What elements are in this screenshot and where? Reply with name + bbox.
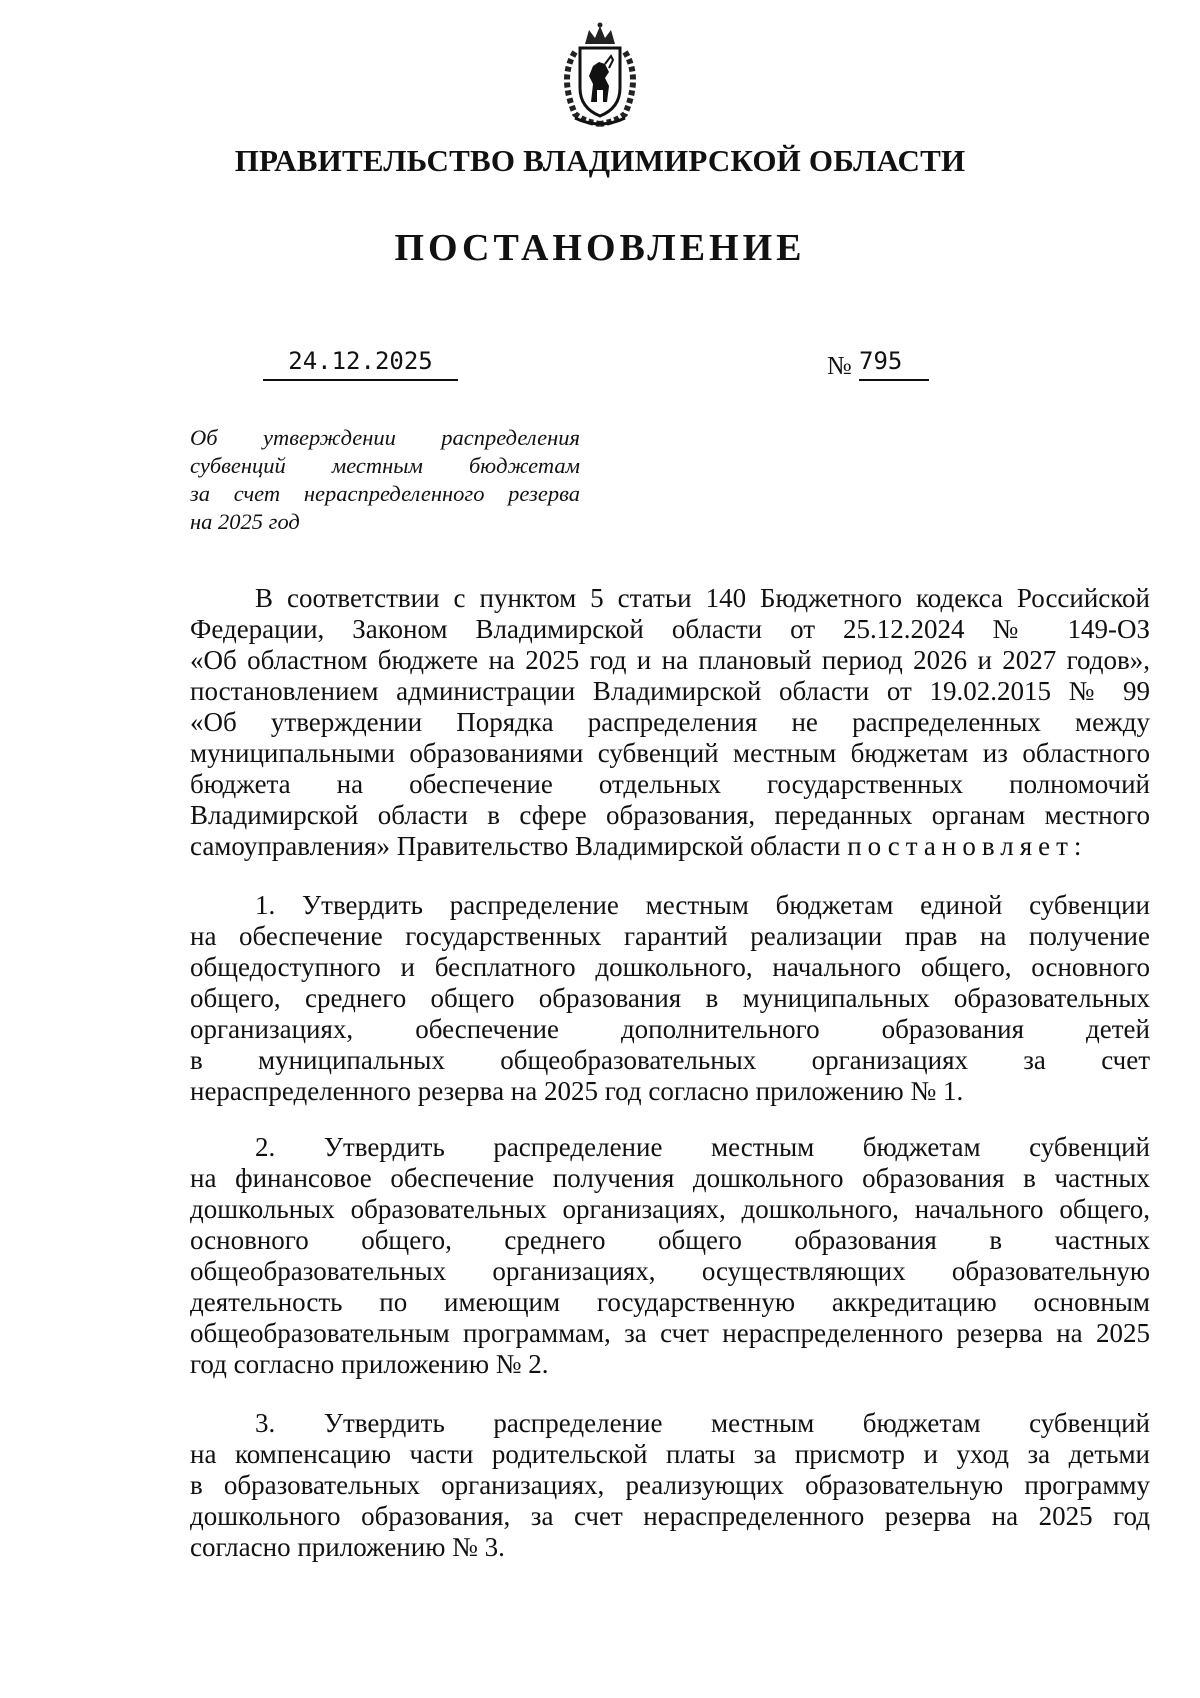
paragraph-line: деятельность по имеющим государственную аккредитацию основным [190, 1287, 1150, 1317]
paragraph-line: общего, среднего общего образования в муниципальных образовательных [190, 983, 1150, 1013]
subject-line: субвенций местным бюджетам [190, 453, 580, 478]
document-date: 24.12.2025 [263, 347, 458, 381]
preamble-line: Владимирской области в сфере образования, переданных органам местного [190, 800, 1150, 830]
paragraph-2 [190, 1132, 1150, 1380]
preamble-line-start: самоуправления» Правительство Владимирской области [190, 831, 841, 861]
preamble-line: бюджета на обеспечение отдельных государственных полномочий [190, 769, 1150, 799]
paragraph-line: на компенсацию части родительской платы за присмотр и уход за детьми [190, 1439, 1150, 1469]
paragraph-line: общеобразовательных организациях, осуществляющих образовательную [190, 1256, 1150, 1286]
subject-line: на 2025 год [190, 509, 300, 534]
paragraph-line: в образовательных организациях, реализующих образовательную программу [190, 1470, 1150, 1500]
coat-of-arms-icon [545, 22, 655, 130]
document-subject [190, 424, 580, 536]
subject-line: за счет нераспределенного резерва [190, 481, 580, 506]
preamble-line: постановлением администрации Владимирской области от 19.02.2015 № 99 [190, 676, 1150, 706]
paragraph-line: 2. Утвердить распределение местным бюджетам субвенций [255, 1132, 1150, 1162]
paragraph-line: согласно приложению № 3. [190, 1532, 505, 1562]
paragraph-line: общедоступного и бесплатного дошкольного, начального общего, основного [190, 952, 1150, 982]
paragraph-line: общеобразовательным программам, за счет нераспределенного резерва на 2025 [190, 1318, 1150, 1348]
subject-line: Об утверждении распределения [190, 425, 580, 450]
preamble [190, 583, 1150, 862]
paragraph-line: организациях, обеспечение дополнительного образования детей [190, 1014, 1150, 1044]
paragraph-3 [190, 1408, 1150, 1563]
paragraph-line: год согласно приложению № 2. [190, 1349, 549, 1379]
preamble-line: «Об утверждении Порядка распределения не распределенных между [190, 707, 1150, 737]
document-number: 795 [859, 347, 929, 381]
paragraph-line: 3. Утвердить распределение местным бюджетам субвенций [255, 1408, 1150, 1438]
preamble-line: «Об областном бюджете на 2025 год и на плановый период 2026 и 2027 годов», [190, 645, 1150, 675]
paragraph-line: в муниципальных общеобразовательных организациях за счет [190, 1045, 1150, 1075]
organization-title: ПРАВИТЕЛЬСТВО ВЛАДИМИРСКОЙ ОБЛАСТИ [234, 143, 966, 178]
preamble-line: Федерации, Законом Владимирской области от 25.12.2024 № 149-ОЗ [190, 614, 1150, 644]
document-type: ПОСТАНОВЛЕНИЕ [394, 227, 806, 269]
paragraph-line: на обеспечение государственных гарантий реализации прав на получение [190, 921, 1150, 951]
paragraph-line: основного общего, среднего общего образования в частных [190, 1225, 1150, 1255]
preamble-line: муниципальными образованиями субвенций местным бюджетам из областного [190, 738, 1150, 768]
paragraph-1 [190, 890, 1150, 1107]
paragraph-line: 1. Утвердить распределение местным бюджетам единой субвенции [255, 890, 1150, 920]
paragraph-line: дошкольного образования, за счет нераспределенного резерва на 2025 год [190, 1501, 1150, 1531]
preamble-line: В соответствии с пунктом 5 статьи 140 Бюджетного кодекса Российской [255, 583, 1150, 613]
paragraph-line: дошкольных образовательных организациях, дошкольного, начального общего, [190, 1194, 1150, 1224]
preamble-last-line [190, 831, 1150, 862]
paragraph-line: на финансовое обеспечение получения дошкольного образования в частных [190, 1163, 1150, 1193]
paragraph-line: нераспределенного резерва на 2025 год согласно приложению № 1. [190, 1076, 964, 1106]
number-sign: № [827, 351, 852, 380]
decree-word: постановляет: [847, 831, 1088, 861]
